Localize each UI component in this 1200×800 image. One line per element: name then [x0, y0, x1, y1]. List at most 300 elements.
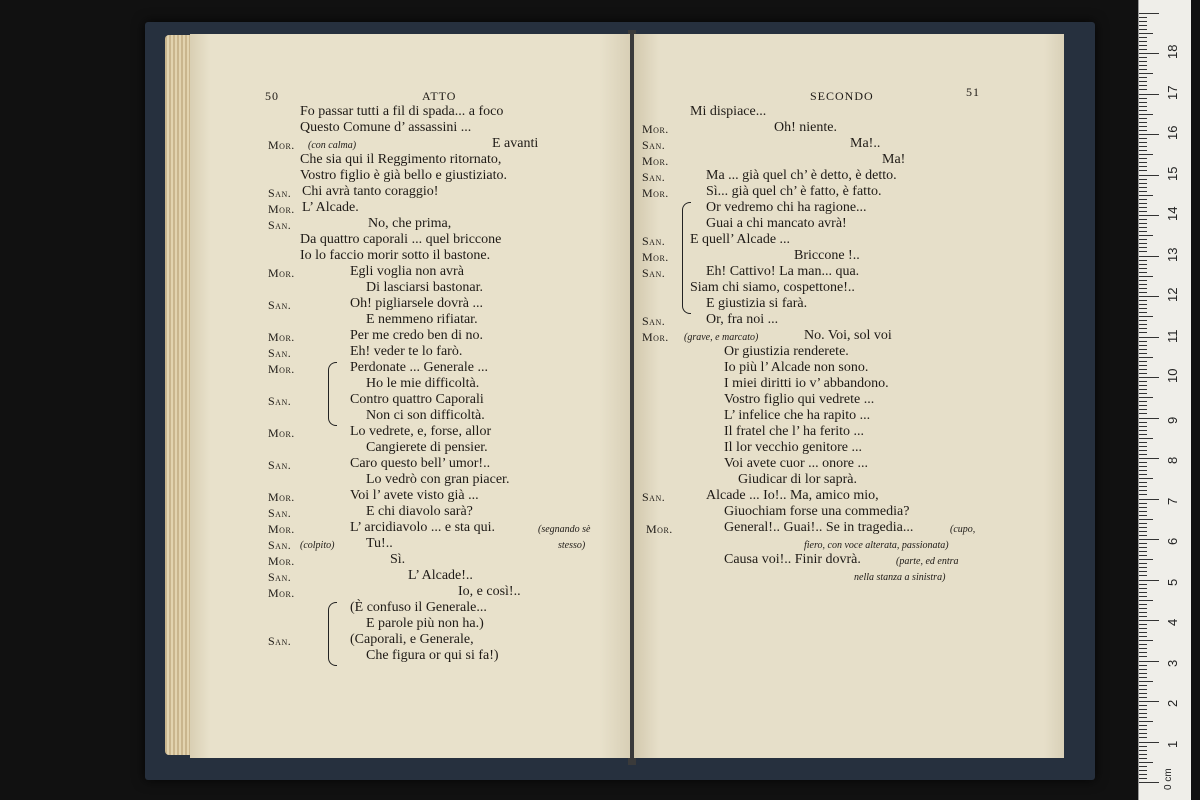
ruler-tick — [1139, 296, 1159, 297]
ruler-tick — [1139, 268, 1147, 269]
line: Vostro figlio è già bello e giustiziato. — [300, 168, 507, 183]
line: (Caporali, e Generale, — [350, 632, 474, 647]
ruler-tick — [1139, 652, 1147, 653]
ruler-tick — [1139, 179, 1147, 180]
ruler-tick — [1139, 264, 1147, 265]
ruler-tick — [1139, 300, 1147, 301]
ruler-tick — [1139, 515, 1147, 516]
ruler-tick — [1139, 409, 1147, 410]
ruler-tick — [1139, 215, 1159, 216]
ruler-tick — [1139, 705, 1147, 706]
line: Di lasciarsi bastonar. — [366, 280, 484, 295]
speaker: San. — [642, 266, 666, 280]
line: No. Voi, sol voi — [804, 328, 892, 343]
ruler-tick — [1139, 774, 1147, 775]
ruler-tick — [1139, 195, 1153, 196]
ruler-tick — [1139, 648, 1147, 649]
ruler-tick — [1139, 94, 1159, 95]
right-page-number: 51 — [966, 85, 980, 99]
ruler-number: 11 — [1165, 329, 1180, 343]
stage-direction: (segnando sè — [538, 524, 591, 535]
ruler-number: 14 — [1165, 206, 1180, 221]
ruler-tick — [1139, 288, 1147, 289]
speaker: Mor. — [268, 362, 295, 376]
ruler-tick — [1139, 162, 1147, 163]
line: Tu!.. — [366, 536, 393, 551]
ruler-number: 10 — [1165, 368, 1180, 383]
speaker: Mor. — [268, 330, 295, 344]
ruler-number: 13 — [1165, 247, 1180, 262]
line: Vostro figlio qui vedrete ... — [724, 392, 875, 407]
ruler-tick — [1139, 454, 1147, 455]
ruler-tick — [1139, 580, 1159, 581]
ruler-tick — [1139, 361, 1147, 362]
ruler-number: 15 — [1165, 166, 1180, 181]
ruler-tick — [1139, 377, 1159, 378]
line: Sì... già quel ch’ è fatto, è fatto. — [706, 184, 882, 199]
speaker: Mor. — [642, 330, 669, 344]
ruler-tick — [1139, 353, 1147, 354]
ruler-tick — [1139, 280, 1147, 281]
ruler-tick — [1139, 393, 1147, 394]
ruler-tick — [1139, 559, 1153, 560]
line: Eh! Cattivo! La man... qua. — [706, 264, 860, 279]
ruler-tick — [1139, 381, 1147, 382]
right-page — [634, 34, 1064, 758]
line: Lo vedrete, e, forse, allor — [350, 424, 492, 439]
ruler-number: 12 — [1165, 287, 1180, 302]
line: Io lo faccio morir sotto il bastone. — [300, 248, 491, 263]
speaker: San. — [642, 490, 666, 504]
ruler-number: 17 — [1165, 85, 1180, 100]
ruler-number: 5 — [1165, 578, 1180, 586]
ruler-tick — [1139, 118, 1147, 119]
speaker: San. — [642, 170, 666, 184]
ruler-tick — [1139, 754, 1147, 755]
ruler-tick — [1139, 33, 1153, 34]
ruler-tick — [1139, 438, 1153, 439]
ruler-tick — [1139, 685, 1147, 686]
ruler-tick — [1139, 49, 1147, 50]
line: Chi avrà tanto coraggio! — [302, 184, 439, 199]
ruler-tick — [1139, 737, 1147, 738]
ruler-tick — [1139, 146, 1147, 147]
ruler-tick — [1139, 612, 1147, 613]
ruler-tick — [1139, 247, 1147, 248]
line: (È confuso il Generale... — [350, 600, 487, 615]
ruler-tick — [1139, 640, 1153, 641]
line: Guai a chi mancato avrà! — [706, 216, 847, 231]
ruler-tick — [1139, 308, 1147, 309]
ruler-tick — [1139, 713, 1147, 714]
ruler-tick — [1139, 25, 1147, 26]
ruler-tick — [1139, 584, 1147, 585]
ruler-tick — [1139, 284, 1147, 285]
speaker: Mor. — [646, 522, 673, 536]
ruler-tick — [1139, 126, 1147, 127]
ruler-tick — [1139, 422, 1147, 423]
speaker: San. — [268, 538, 292, 552]
line: Io, e così!.. — [458, 584, 521, 599]
line: Ma!.. — [850, 136, 881, 151]
stage-direction: fiero, con voce alterata, passionata) — [804, 540, 949, 551]
line: Da quattro caporali ... quel briccone — [300, 232, 502, 247]
ruler-tick — [1139, 507, 1147, 508]
line: Ma ... già quel ch’ è detto, è detto. — [706, 168, 897, 183]
line: Ma! — [882, 152, 906, 167]
speaker: San. — [268, 458, 292, 472]
ruler-tick — [1139, 207, 1147, 208]
ruler-tick — [1139, 272, 1147, 273]
ruler-tick — [1139, 37, 1147, 38]
ruler-tick — [1139, 725, 1147, 726]
ruler-tick — [1139, 345, 1147, 346]
ruler-tick — [1139, 661, 1159, 662]
ruler-tick — [1139, 260, 1147, 261]
ruler-tick — [1139, 535, 1147, 536]
speaker: San. — [642, 138, 666, 152]
line: Giudicar di lor saprà. — [738, 472, 857, 487]
ruler-tick — [1139, 69, 1147, 70]
speaker: San. — [268, 298, 292, 312]
ruler-tick — [1139, 478, 1153, 479]
brace — [682, 202, 691, 314]
ruler-tick — [1139, 219, 1147, 220]
ruler-tick — [1139, 511, 1147, 512]
ruler-tick — [1139, 385, 1147, 386]
ruler-tick — [1139, 170, 1147, 171]
line: Per me credo ben di no. — [350, 328, 483, 343]
ruler-tick — [1139, 458, 1159, 459]
ruler-tick — [1139, 721, 1153, 722]
ruler-tick — [1139, 292, 1147, 293]
ruler-tick — [1139, 766, 1147, 767]
ruler-tick — [1139, 223, 1147, 224]
line: No, che prima, — [368, 216, 452, 231]
ruler-tick — [1139, 539, 1159, 540]
ruler-tick — [1139, 474, 1147, 475]
ruler-tick — [1139, 600, 1153, 601]
ruler-tick — [1139, 434, 1147, 435]
ruler-tick — [1139, 138, 1147, 139]
stage-direction: (con calma) — [308, 140, 357, 151]
ruler-tick — [1139, 503, 1147, 504]
ruler-tick — [1139, 669, 1147, 670]
line: E avanti — [492, 136, 539, 151]
ruler-tick — [1139, 106, 1147, 107]
ruler-tick — [1139, 389, 1147, 390]
ruler-tick — [1139, 729, 1147, 730]
ruler-tick — [1139, 227, 1147, 228]
ruler-tick — [1139, 588, 1147, 589]
line: Cangierete di pensier. — [366, 440, 488, 455]
ruler-tick — [1139, 442, 1147, 443]
line: Voi l’ avete visto già ... — [350, 488, 479, 503]
speaker: San. — [268, 186, 292, 200]
brace — [328, 602, 337, 666]
line: Egli voglia non avrà — [350, 264, 464, 279]
line: Che figura or qui si fa!) — [366, 648, 499, 663]
ruler-number: 9 — [1165, 416, 1180, 424]
ruler-tick — [1139, 130, 1147, 131]
ruler-tick — [1139, 742, 1159, 743]
ruler-tick — [1139, 608, 1147, 609]
line: General!.. Guai!.. Se in tragedia... — [724, 520, 914, 535]
ruler-tick — [1139, 17, 1147, 18]
ruler-tick — [1139, 332, 1147, 333]
line: Giuochiam forse una commedia? — [724, 504, 910, 519]
line: Ho le mie difficoltà. — [366, 376, 480, 391]
ruler-tick — [1139, 551, 1147, 552]
speaker: Mor. — [268, 522, 295, 536]
ruler-tick — [1139, 85, 1147, 86]
speaker: Mor. — [268, 426, 295, 440]
line: E giustizia si farà. — [706, 296, 808, 311]
speaker: Mor. — [642, 186, 669, 200]
line: L’ infelice che ha rapito ... — [724, 408, 871, 423]
stage-direction: (grave, e marcato) — [684, 332, 759, 343]
ruler-tick — [1139, 166, 1147, 167]
speaker: Mor. — [268, 266, 295, 280]
right-page-header: SECONDO — [810, 89, 874, 103]
speaker: San. — [268, 506, 292, 520]
measurement-ruler — [1138, 0, 1191, 800]
ruler-tick — [1139, 450, 1147, 451]
stage-direction: stesso) — [558, 540, 586, 551]
ruler-tick — [1139, 697, 1147, 698]
ruler-tick — [1139, 154, 1153, 155]
ruler-tick — [1139, 110, 1147, 111]
ruler-tick — [1139, 413, 1147, 414]
ruler-number: 3 — [1165, 659, 1180, 667]
ruler-tick — [1139, 73, 1153, 74]
ruler-number: 4 — [1165, 618, 1180, 626]
ruler-tick — [1139, 211, 1147, 212]
line: E parole più non ha.) — [366, 616, 484, 631]
line: Mi dispiace... — [690, 104, 767, 119]
ruler-tick — [1139, 357, 1153, 358]
speaker: San. — [268, 218, 292, 232]
ruler-tick — [1139, 430, 1147, 431]
stage-direction: (cupo, — [950, 524, 976, 535]
ruler-tick — [1139, 256, 1159, 257]
ruler-tick — [1139, 142, 1147, 143]
ruler-tick — [1139, 547, 1147, 548]
ruler-tick — [1139, 636, 1147, 637]
left-page-header: ATTO — [422, 89, 457, 103]
ruler-tick — [1139, 519, 1153, 520]
line: Or giustizia renderete. — [724, 344, 849, 359]
ruler-tick — [1139, 324, 1147, 325]
ruler-tick — [1139, 203, 1147, 204]
line: Siam chi siamo, cospettone!.. — [690, 280, 855, 295]
line: I miei diritti io v’ abbandono. — [724, 376, 889, 391]
ruler-tick — [1139, 337, 1159, 338]
ruler-tick — [1139, 418, 1159, 419]
ruler-tick — [1139, 677, 1147, 678]
ruler-tick — [1139, 102, 1147, 103]
ruler-number: 16 — [1165, 125, 1180, 140]
line: Fo passar tutti a fil di spada... a foco — [300, 104, 504, 119]
speaker: Mor. — [268, 138, 295, 152]
ruler-tick — [1139, 134, 1159, 135]
speaker: San. — [268, 570, 292, 584]
line: Or vedremo chi ha ragione... — [706, 200, 867, 215]
speaker: Mor. — [642, 122, 669, 136]
ruler-tick — [1139, 243, 1147, 244]
speaker: Mor. — [268, 490, 295, 504]
speaker: Mor. — [268, 202, 295, 216]
ruler-tick — [1139, 499, 1159, 500]
left-page-number: 50 — [265, 89, 279, 103]
ruler-tick — [1139, 365, 1147, 366]
ruler-tick — [1139, 750, 1147, 751]
ruler-tick — [1139, 446, 1147, 447]
ruler-tick — [1139, 681, 1153, 682]
ruler-tick — [1139, 466, 1147, 467]
ruler-tick — [1139, 349, 1147, 350]
ruler-tick — [1139, 596, 1147, 597]
line: Il fratel che l’ ha ferito ... — [724, 424, 865, 439]
ruler-tick — [1139, 41, 1147, 42]
ruler-tick — [1139, 199, 1147, 200]
ruler-tick — [1139, 150, 1147, 151]
ruler-tick — [1139, 624, 1147, 625]
ruler-tick — [1139, 231, 1147, 232]
ruler-tick — [1139, 276, 1153, 277]
line: L’ Alcade!.. — [408, 568, 473, 583]
ruler-tick — [1139, 122, 1147, 123]
ruler-tick — [1139, 665, 1147, 666]
ruler-tick — [1139, 531, 1147, 532]
ruler-tick — [1139, 782, 1159, 783]
ruler-tick — [1139, 191, 1147, 192]
stage-direction: (colpito) — [300, 540, 335, 551]
ruler-tick — [1139, 620, 1159, 621]
ruler-tick — [1139, 733, 1147, 734]
ruler-number: 6 — [1165, 537, 1180, 545]
line: Briccone !.. — [794, 248, 860, 263]
speaker: San. — [268, 346, 292, 360]
ruler-tick — [1139, 543, 1147, 544]
speaker: San. — [268, 634, 292, 648]
ruler-tick — [1139, 405, 1147, 406]
line: Lo vedrò con gran piacer. — [366, 472, 510, 487]
ruler-tick — [1139, 490, 1147, 491]
ruler-tick — [1139, 656, 1147, 657]
ruler-tick — [1139, 369, 1147, 370]
ruler-tick — [1139, 61, 1147, 62]
stage-direction: (parte, ed entra — [896, 556, 959, 567]
ruler-tick — [1139, 53, 1159, 54]
ruler-tick — [1139, 397, 1153, 398]
ruler-tick — [1139, 98, 1147, 99]
line: Or, fra noi ... — [706, 312, 779, 327]
ruler-tick — [1139, 470, 1147, 471]
left-page — [190, 34, 630, 758]
speaker: San. — [642, 314, 666, 328]
ruler-tick — [1139, 114, 1153, 115]
ruler-tick — [1139, 304, 1147, 305]
line: Perdonate ... Generale ... — [350, 360, 488, 375]
ruler-tick — [1139, 758, 1147, 759]
speaker: Mor. — [642, 154, 669, 168]
line: Questo Comune d’ assassini ... — [300, 120, 472, 135]
ruler-tick — [1139, 462, 1147, 463]
ruler-tick — [1139, 527, 1147, 528]
ruler-tick — [1139, 567, 1147, 568]
stage-direction: nella stanza a sinistra) — [854, 572, 946, 583]
ruler-tick — [1139, 673, 1147, 674]
ruler-tick — [1139, 251, 1147, 252]
ruler-number: 1 — [1165, 740, 1180, 748]
ruler-tick — [1139, 89, 1147, 90]
ruler-tick — [1139, 563, 1147, 564]
ruler-tick — [1139, 592, 1147, 593]
speaker: San. — [642, 234, 666, 248]
ruler-number: 18 — [1165, 44, 1180, 59]
ruler-tick — [1139, 29, 1147, 30]
speaker: Mor. — [642, 250, 669, 264]
ruler-tick — [1139, 401, 1147, 402]
ruler-tick — [1139, 426, 1147, 427]
ruler-tick — [1139, 494, 1147, 495]
ruler-unit-label: 0 cm — [1163, 768, 1174, 790]
speaker: Mor. — [268, 554, 295, 568]
ruler-tick — [1139, 175, 1159, 176]
ruler-tick — [1139, 693, 1147, 694]
ruler-tick — [1139, 571, 1147, 572]
ruler-tick — [1139, 312, 1147, 313]
ruler-tick — [1139, 604, 1147, 605]
speaker: San. — [268, 394, 292, 408]
ruler-tick — [1139, 239, 1147, 240]
ruler-number: 8 — [1165, 456, 1180, 464]
brace — [328, 362, 337, 426]
ruler-tick — [1139, 57, 1147, 58]
line: Caro questo bell’ umor!.. — [350, 456, 491, 471]
line: E nemmeno rifiatar. — [366, 312, 478, 327]
line: Alcade ... Io!.. Ma, amico mio, — [706, 488, 879, 503]
ruler-tick — [1139, 235, 1153, 236]
ruler-tick — [1139, 158, 1147, 159]
ruler-tick — [1139, 341, 1147, 342]
ruler-tick — [1139, 616, 1147, 617]
ruler-tick — [1139, 689, 1147, 690]
ruler-tick — [1139, 187, 1147, 188]
ruler-tick — [1139, 717, 1147, 718]
line: Eh! veder te lo farò. — [350, 344, 463, 359]
ruler-tick — [1139, 523, 1147, 524]
line: L’ arcidiavolo ... e sta qui. — [350, 520, 496, 535]
ruler-tick — [1139, 373, 1147, 374]
line: Causa voi!.. Finir dovrà. — [724, 552, 861, 567]
line: Sì. — [390, 552, 406, 567]
ruler-tick — [1139, 778, 1147, 779]
ruler-tick — [1139, 328, 1147, 329]
ruler-tick — [1139, 701, 1159, 702]
ruler-tick — [1139, 746, 1147, 747]
line: Oh! pigliarsele dovrà ... — [350, 296, 483, 311]
ruler-tick — [1139, 486, 1147, 487]
ruler-tick — [1139, 628, 1147, 629]
speaker: Mor. — [268, 586, 295, 600]
line: Io più l’ Alcade non sono. — [724, 360, 869, 375]
line: Contro quattro Caporali — [350, 392, 484, 407]
line: Non ci son difficoltà. — [366, 408, 485, 423]
ruler-number: 2 — [1165, 699, 1180, 707]
ruler-tick — [1139, 632, 1147, 633]
